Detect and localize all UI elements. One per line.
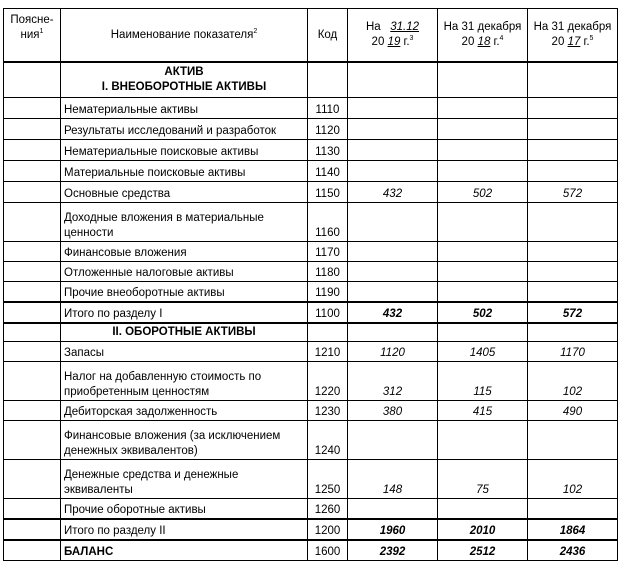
note-cell xyxy=(4,302,61,323)
table-row xyxy=(4,460,618,499)
header-name xyxy=(61,9,308,63)
note-cell xyxy=(4,519,61,540)
indicator-name: Дебиторская задолженность xyxy=(61,401,308,421)
indicator-name: Нематериальные активы xyxy=(61,98,308,119)
section-current-header xyxy=(4,323,618,342)
indicator-name: Денежные средства и денежные эквиваленты xyxy=(61,460,308,499)
indicator-code: 1220 xyxy=(308,362,348,401)
table-row xyxy=(4,262,618,282)
section-noncurrent-title: I. ВНЕОБОРОТНЫЕ АКТИВЫ xyxy=(101,81,267,93)
header-col3-sup: 5 xyxy=(589,35,594,43)
value-cell xyxy=(438,62,528,98)
header-col1-year: 19 xyxy=(387,36,401,48)
value-2019 xyxy=(348,421,438,460)
note-cell xyxy=(4,203,61,242)
header-code xyxy=(308,9,348,63)
indicator-code: 1600 xyxy=(308,540,348,561)
value-2019: 432 xyxy=(348,302,438,323)
value-2017: 102 xyxy=(528,362,618,401)
value-2018: 502 xyxy=(438,182,528,203)
note-cell xyxy=(4,499,61,520)
note-cell xyxy=(4,262,61,282)
value-2019 xyxy=(348,242,438,262)
table-row xyxy=(4,499,618,520)
table-row xyxy=(4,342,618,362)
section-title-cell xyxy=(61,62,308,98)
indicator-code: 1250 xyxy=(308,460,348,499)
value-2017 xyxy=(528,262,618,282)
indicator-name: Результаты исследований и разработок xyxy=(61,119,308,140)
header-col2-prefix: На 31 декабря xyxy=(443,21,522,33)
value-2017: 1170 xyxy=(528,342,618,362)
header-col1-prefix: На xyxy=(365,21,381,33)
note-cell xyxy=(4,98,61,119)
value-cell xyxy=(438,323,528,342)
value-2018 xyxy=(438,499,528,520)
header-note-label: Поясне-ния xyxy=(10,14,54,41)
note-cell xyxy=(4,362,61,401)
value-2017 xyxy=(528,421,618,460)
value-2019: 2392 xyxy=(348,540,438,561)
header-col1 xyxy=(348,9,438,63)
indicator-code: 1120 xyxy=(308,119,348,140)
indicator-code: 1100 xyxy=(308,302,348,323)
value-2019: 432 xyxy=(348,182,438,203)
note-cell xyxy=(4,242,61,262)
value-2019 xyxy=(348,282,438,303)
value-2018: 75 xyxy=(438,460,528,499)
header-col3 xyxy=(528,9,618,63)
indicator-code: 1140 xyxy=(308,161,348,182)
indicator-name: Доходные вложения в материальные ценности xyxy=(61,203,308,242)
header-col1-sup: 3 xyxy=(409,35,414,43)
section-noncurrent-header xyxy=(4,62,618,98)
note-cell xyxy=(4,182,61,203)
value-2018: 1405 xyxy=(438,342,528,362)
table-row xyxy=(4,98,618,119)
value-2017 xyxy=(528,161,618,182)
indicator-code: 1230 xyxy=(308,401,348,421)
value-2019 xyxy=(348,499,438,520)
indicator-code: 1180 xyxy=(308,262,348,282)
value-2017: 1864 xyxy=(528,519,618,540)
table-row xyxy=(4,242,618,262)
value-2018: 115 xyxy=(438,362,528,401)
indicator-name: Финансовые вложения xyxy=(61,242,308,262)
value-2017 xyxy=(528,98,618,119)
balance-sheet-table xyxy=(3,8,618,561)
value-2018 xyxy=(438,119,528,140)
section-assets-title: АКТИВ xyxy=(164,66,204,78)
indicator-code: 1170 xyxy=(308,242,348,262)
note-cell xyxy=(4,140,61,161)
indicator-name: Финансовые вложения (за исключением денежных эквивалентов) xyxy=(61,421,308,460)
balance-row xyxy=(4,540,618,561)
value-2018 xyxy=(438,203,528,242)
value-2019 xyxy=(348,262,438,282)
value-cell xyxy=(348,62,438,98)
note-cell xyxy=(4,161,61,182)
value-2019 xyxy=(348,161,438,182)
note-cell xyxy=(4,342,61,362)
value-2018: 2512 xyxy=(438,540,528,561)
header-note-sup: 1 xyxy=(39,28,44,36)
value-2019 xyxy=(348,140,438,161)
section-current-title: II. ОБОРОТНЫЕ АКТИВЫ xyxy=(112,326,256,338)
total-row xyxy=(4,519,618,540)
value-2018 xyxy=(438,282,528,303)
indicator-code: 1110 xyxy=(308,98,348,119)
section-title-cell xyxy=(61,323,308,342)
value-2017 xyxy=(528,119,618,140)
header-col1-suffix: г. xyxy=(403,36,410,48)
table-row xyxy=(4,362,618,401)
note-cell xyxy=(4,421,61,460)
header-name-label: Наименование показателя xyxy=(110,28,254,41)
header-note xyxy=(4,9,61,63)
table-row xyxy=(4,421,618,460)
note-cell xyxy=(4,62,61,98)
table-row xyxy=(4,119,618,140)
table-row xyxy=(4,161,618,182)
table-row xyxy=(4,282,618,303)
value-2019: 1120 xyxy=(348,342,438,362)
header-col1-year-prefix: 20 xyxy=(371,36,385,48)
value-2017 xyxy=(528,499,618,520)
value-2018: 2010 xyxy=(438,519,528,540)
value-2018 xyxy=(438,98,528,119)
indicator-code: 1130 xyxy=(308,140,348,161)
indicator-name: Итого по разделу II xyxy=(61,519,308,540)
indicator-name: Отложенные налоговые активы xyxy=(61,262,308,282)
value-2019 xyxy=(348,98,438,119)
header-col2-year: 18 xyxy=(477,36,491,48)
value-2017: 490 xyxy=(528,401,618,421)
table-row xyxy=(4,401,618,421)
value-2017: 572 xyxy=(528,182,618,203)
table-row xyxy=(4,182,618,203)
value-2017: 2436 xyxy=(528,540,618,561)
value-2018 xyxy=(438,140,528,161)
value-cell xyxy=(348,323,438,342)
code-cell xyxy=(308,62,348,98)
value-2017: 102 xyxy=(528,460,618,499)
table-row xyxy=(4,140,618,161)
header-name-sup: 2 xyxy=(253,27,258,35)
header-col3-year-prefix: 20 xyxy=(551,36,565,48)
header-col3-suffix: г. xyxy=(583,36,590,48)
note-cell xyxy=(4,540,61,561)
note-cell xyxy=(4,323,61,342)
value-2018 xyxy=(438,161,528,182)
value-cell xyxy=(528,323,618,342)
indicator-name: Материальные поисковые активы xyxy=(61,161,308,182)
value-2019: 380 xyxy=(348,401,438,421)
total-row xyxy=(4,302,618,323)
header-col2 xyxy=(438,9,528,63)
indicator-name: Прочие внеоборотные активы xyxy=(61,282,308,303)
value-cell xyxy=(528,62,618,98)
value-2017 xyxy=(528,242,618,262)
value-2018 xyxy=(438,242,528,262)
value-2018: 502 xyxy=(438,302,528,323)
code-cell xyxy=(308,323,348,342)
value-2019: 1960 xyxy=(348,519,438,540)
header-col2-sup: 4 xyxy=(499,35,504,43)
note-cell xyxy=(4,282,61,303)
header-col3-year: 17 xyxy=(567,36,581,48)
value-2019 xyxy=(348,119,438,140)
indicator-code: 1200 xyxy=(308,519,348,540)
note-cell xyxy=(4,460,61,499)
value-2018: 415 xyxy=(438,401,528,421)
value-2018 xyxy=(438,421,528,460)
indicator-code: 1150 xyxy=(308,182,348,203)
indicator-code: 1210 xyxy=(308,342,348,362)
header-col2-suffix: г. xyxy=(493,36,500,48)
indicator-name: Нематериальные поисковые активы xyxy=(61,140,308,161)
value-2017: 572 xyxy=(528,302,618,323)
header-code-label: Код xyxy=(317,28,338,41)
value-2019: 312 xyxy=(348,362,438,401)
indicator-code: 1240 xyxy=(308,421,348,460)
note-cell xyxy=(4,119,61,140)
indicator-code: 1260 xyxy=(308,499,348,520)
value-2019: 148 xyxy=(348,460,438,499)
note-cell xyxy=(4,401,61,421)
table-row xyxy=(4,203,618,242)
indicator-code: 1190 xyxy=(308,282,348,303)
header-row xyxy=(4,9,618,63)
value-2017 xyxy=(528,140,618,161)
indicator-code: 1160 xyxy=(308,203,348,242)
indicator-name: Основные средства xyxy=(61,182,308,203)
indicator-name: Запасы xyxy=(61,342,308,362)
value-2017 xyxy=(528,203,618,242)
value-2018 xyxy=(438,262,528,282)
indicator-name: Итого по разделу I xyxy=(61,302,308,323)
indicator-name: БАЛАНС xyxy=(61,540,308,561)
value-2019 xyxy=(348,203,438,242)
indicator-name: Прочие оборотные активы xyxy=(61,499,308,520)
indicator-name: Налог на добавленную стоимость по приобретенным ценностям xyxy=(61,362,308,401)
header-col2-year-prefix: 20 xyxy=(461,36,475,48)
value-2017 xyxy=(528,282,618,303)
header-col3-prefix: На 31 декабря xyxy=(533,21,612,33)
header-col1-date: 31.12 xyxy=(390,21,420,33)
